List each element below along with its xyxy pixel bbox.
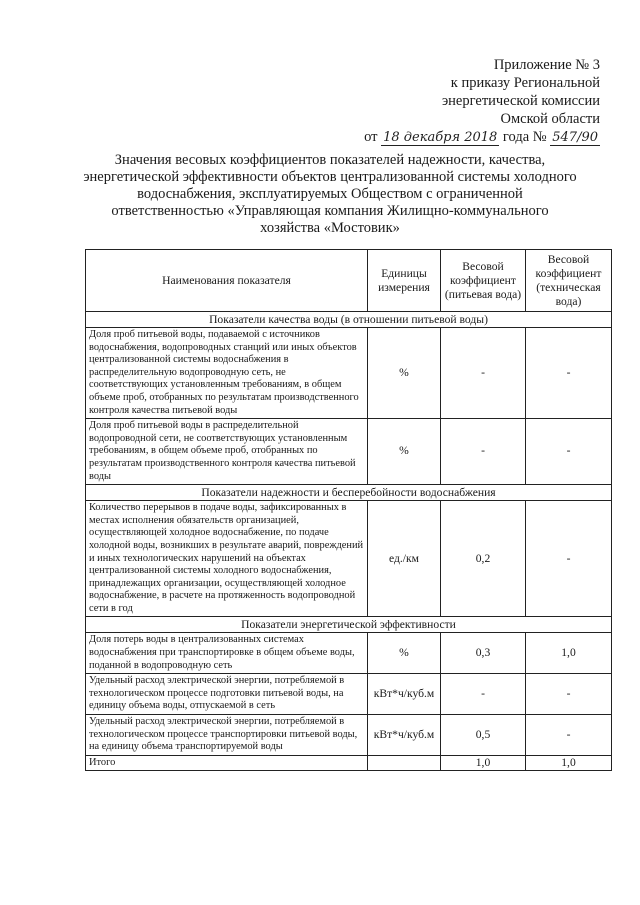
appendix-number: Приложение № 3 xyxy=(493,57,600,73)
row-drinking-coefficient: 0,5 xyxy=(441,715,526,756)
row-indicator-name: Доля проб питьевой воды в распределительной водопроводной сети, не соответствующих установленным требованиям, в общем объеме проб, отобранных по результатам производственного контроля качества питьевой воды xyxy=(86,419,368,485)
row-technical-coefficient: 1,0 xyxy=(526,633,612,674)
from-prefix: от xyxy=(364,129,378,145)
row-indicator-name: Доля проб питьевой воды, подаваемой с источников водоснабжения, водопроводных станций или иных объектов централизованной системы водоснабжения в распределительную водопроводную сеть, не соответствующих установленным требованиям, в общем объеме проб, отобранных по результатам производственного контроля качества питьевой воды xyxy=(86,328,368,419)
table-row xyxy=(86,419,612,485)
table-row xyxy=(86,674,612,715)
total-row xyxy=(86,755,612,771)
total-technical-coefficient: 1,0 xyxy=(526,755,612,771)
row-drinking-coefficient: 0,2 xyxy=(441,501,526,617)
row-technical-coefficient: - xyxy=(526,328,612,419)
row-indicator-name: Удельный расход электрической энергии, потребляемой в технологическом процессе транспортировки питьевой воды, на единицу объема транспортируемой воды xyxy=(86,715,368,756)
coefficients-table xyxy=(85,249,612,771)
header-technical-water: Весовой коэффициент (техническая вода) xyxy=(526,250,612,312)
appendix-commission-line: энергетической комиссии xyxy=(441,93,600,109)
handwritten-date: 18 декабря 2018 xyxy=(383,130,498,145)
section-quality: Показатели качества воды (в отношении питьевой воды) xyxy=(86,312,612,328)
document-title: Значения весовых коэффициентов показателей надежности, качества, энергетической эффективности объектов централизованной системы холодного водоснабжения, эксплуатируемых Обществом с ограниченной ответственностью «Управляющая компания Жилищно-коммунального хозяйства «Мостовик» xyxy=(83,152,577,236)
total-drinking-coefficient: 1,0 xyxy=(441,755,526,771)
row-technical-coefficient: - xyxy=(526,715,612,756)
section-efficiency: Показатели энергетической эффективности xyxy=(86,617,612,633)
section-row-efficiency xyxy=(86,617,612,633)
header-drinking-water: Весовой коэффициент (питьевая вода) xyxy=(441,250,526,312)
year-number-label: года № xyxy=(502,129,547,145)
row-unit: ед./км xyxy=(368,501,441,617)
row-unit: % xyxy=(368,328,441,419)
row-drinking-coefficient: - xyxy=(441,419,526,485)
row-technical-coefficient: - xyxy=(526,419,612,485)
row-unit: % xyxy=(368,633,441,674)
row-indicator-name: Удельный расход электрической энергии, потребляемой в технологическом процессе подготовки питьевой воды, на единицу объема воды, отпускаемой в сеть xyxy=(86,674,368,715)
row-drinking-coefficient: - xyxy=(441,674,526,715)
appendix-block xyxy=(364,56,600,147)
total-label: Итого xyxy=(86,755,368,771)
section-reliability: Показатели надежности и бесперебойности водоснабжения xyxy=(86,485,612,501)
table-row xyxy=(86,328,612,419)
table-row xyxy=(86,633,612,674)
table-row xyxy=(86,501,612,617)
row-unit: кВт*ч/куб.м xyxy=(368,674,441,715)
row-drinking-coefficient: 0,3 xyxy=(441,633,526,674)
row-indicator-name: Доля потерь воды в централизованных системах водоснабжения при транспортировке в общем объеме воды, поданной в водопроводную сеть xyxy=(86,633,368,674)
row-unit: кВт*ч/куб.м xyxy=(368,715,441,756)
appendix-order-line: к приказу Региональной xyxy=(450,75,600,91)
appendix-region-line: Омской области xyxy=(500,111,600,127)
row-unit: % xyxy=(368,419,441,485)
row-indicator-name: Количество перерывов в подаче воды, зафиксированных в местах исполнения обязательств организацией, осуществляющей холодное водоснабжение, по подаче холодной воды, возникших в результате аварий, повреждений и иных технологических нарушений на объектах централизованной системы холодного водоснабжения, принадлежащих организации, осуществляющей холодное водоснабжение, в расчете на протяженность водопроводной сети в год xyxy=(86,501,368,617)
section-row-quality xyxy=(86,312,612,328)
header-unit: Единицы измерения xyxy=(368,250,441,312)
row-technical-coefficient: - xyxy=(526,501,612,617)
row-drinking-coefficient: - xyxy=(441,328,526,419)
handwritten-order-number: 547/90 xyxy=(552,130,598,145)
header-indicator-name: Наименования показателя xyxy=(86,250,368,312)
table-header-row xyxy=(86,250,612,312)
section-row-reliability xyxy=(86,485,612,501)
row-technical-coefficient: - xyxy=(526,674,612,715)
table-row xyxy=(86,715,612,756)
total-unit xyxy=(368,755,441,771)
order-date-line xyxy=(364,128,600,147)
